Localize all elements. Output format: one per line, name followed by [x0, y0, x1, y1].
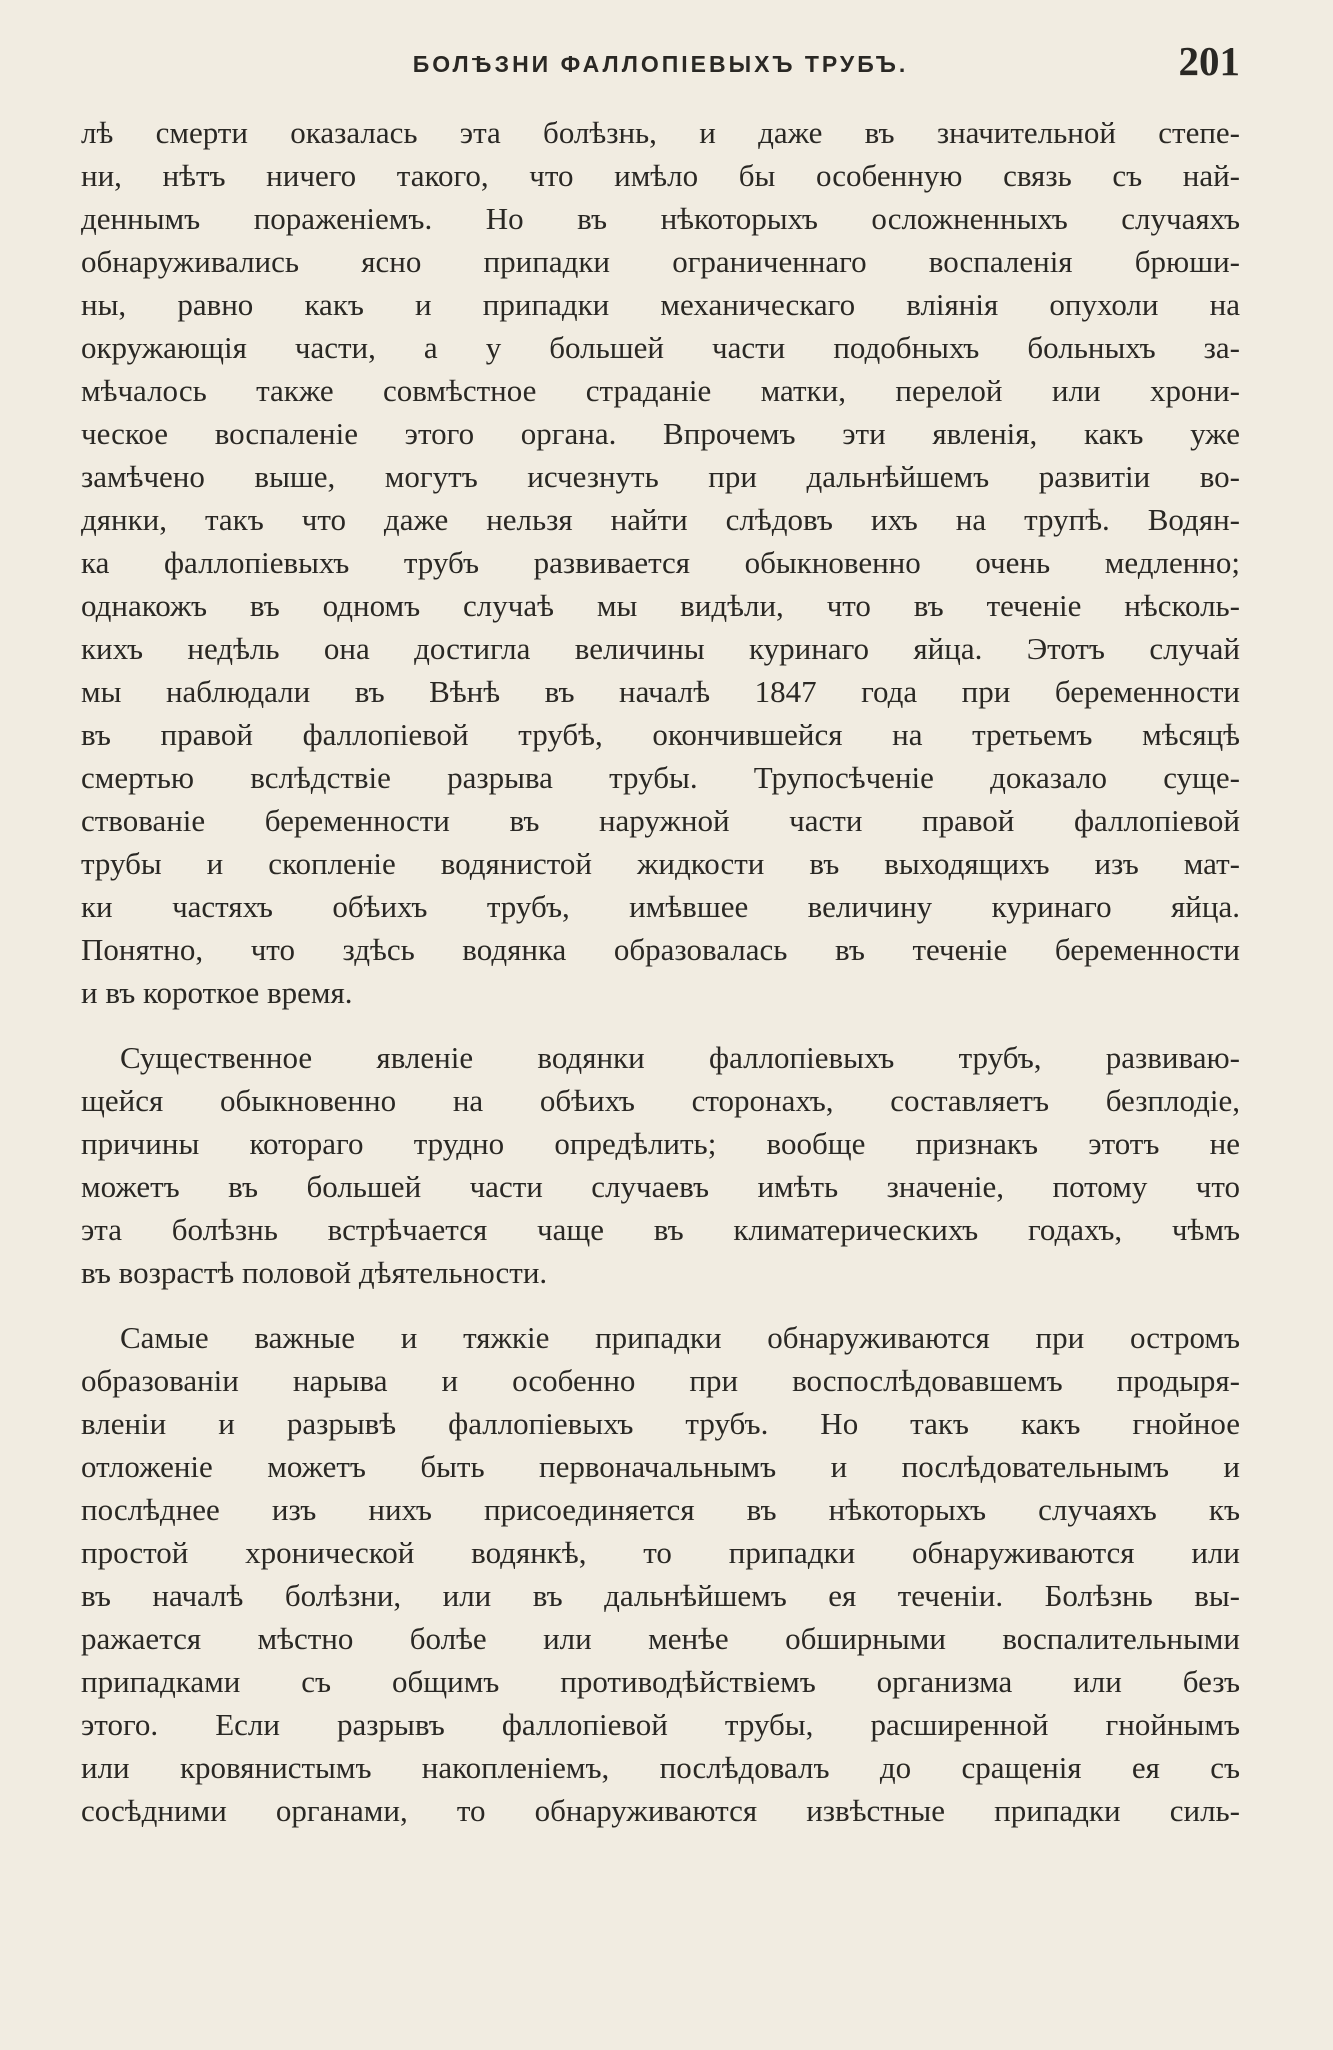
text-line: лѣ смерти оказалась эта болѣзнь, и даже въ значительной степе-	[81, 115, 1240, 150]
text-line: въ возрастѣ половой дѣятельности.	[81, 1255, 548, 1290]
text-line: щейся обыкновенно на обѣихъ сторонахъ, составляетъ безплодiе,	[81, 1083, 1240, 1118]
text-line: образованiи нарыва и особенно при воспослѣдовавшемъ продыря-	[81, 1363, 1240, 1398]
page-number: 201	[1178, 38, 1240, 84]
text-line: или кровянистымъ накопленiемъ, послѣдовалъ до сращенiя ея съ	[81, 1750, 1240, 1785]
text-line: однакожъ въ одномъ случаѣ мы видѣли, что въ теченiе нѣсколь-	[81, 588, 1240, 623]
text-line: дянки, такъ что даже нельзя найти слѣдовъ ихъ на трупѣ. Водян-	[81, 502, 1240, 537]
paragraph-gap	[81, 1294, 1240, 1316]
text-line: смертью вслѣдствiе разрыва трубы. Трупосѣченiе доказало суще-	[81, 760, 1240, 795]
text-line: эта болѣзнь встрѣчается чаще въ климатерическихъ годахъ, чѣмъ	[81, 1212, 1240, 1247]
paragraph-2	[81, 1036, 1240, 1294]
text-line: можетъ въ большей части случаевъ имѣть значенiе, потому что	[81, 1169, 1240, 1204]
text-line: окружающiя части, а у большей части подобныхъ больныхъ за-	[81, 330, 1240, 365]
page-header	[81, 37, 1240, 92]
text-line: ствованiе беременности въ наружной части правой фаллопiевой	[81, 803, 1240, 838]
text-line: ны, равно какъ и припадки механическаго влiянiя опухоли на	[81, 287, 1240, 322]
text-line: трубы и скопленiе водянистой жидкости въ выходящихъ изъ мат-	[81, 846, 1240, 881]
text-line: замѣчено выше, могутъ исчезнуть при дальнѣйшемъ развитiи во-	[81, 459, 1240, 494]
text-line: деннымъ пораженiемъ. Но въ нѣкоторыхъ осложненныхъ случаяхъ	[81, 201, 1240, 236]
text-line: ческое воспаленiе этого органа. Впрочемъ эти явленiя, какъ уже	[81, 416, 1240, 451]
paragraph-gap	[81, 1014, 1240, 1036]
text-line: кихъ недѣль она достигла величины куринаго яйца. Этотъ случай	[81, 631, 1240, 666]
text-line: обнаруживались ясно припадки ограниченнаго воспаленiя брюши-	[81, 244, 1240, 279]
text-line: ни, нѣтъ ничего такого, что имѣло бы особенную связь съ най-	[81, 158, 1240, 193]
text-line: отложенiе можетъ быть первоначальнымъ и послѣдовательнымъ и	[81, 1449, 1240, 1484]
text-line: ки частяхъ обѣихъ трубъ, имѣвшее величину куринаго яйца.	[81, 889, 1240, 924]
text-line: Существенное явленiе водянки фаллопiевыхъ трубъ, развиваю-	[120, 1040, 1240, 1075]
running-title: БОЛѢЗНИ ФАЛЛОПІЕВЫХЪ ТРУБЪ.	[412, 51, 909, 77]
body-text	[81, 111, 1240, 1832]
text-line: въ правой фаллопiевой трубѣ, окончившейся на третьемъ мѣсяцѣ	[81, 717, 1240, 752]
text-line: сосѣдними органами, то обнаруживаются извѣстные припадки силь-	[81, 1793, 1240, 1828]
text-line: и въ короткое время.	[81, 975, 353, 1010]
text-line: въ началѣ болѣзни, или въ дальнѣйшемъ ея теченiи. Болѣзнь вы-	[81, 1578, 1240, 1613]
text-line: послѣднее изъ нихъ присоединяется въ нѣкоторыхъ случаяхъ къ	[81, 1492, 1240, 1527]
text-line: мѣчалось также совмѣстное страданiе матки, перелой или хрони-	[81, 373, 1240, 408]
text-line: мы наблюдали въ Вѣнѣ въ началѣ 1847 года при беременности	[81, 674, 1240, 709]
text-line: ражается мѣстно болѣе или менѣе обширными воспалительными	[81, 1621, 1240, 1656]
paragraph-3	[81, 1316, 1240, 1832]
paragraph-1	[81, 111, 1240, 1014]
text-line: ка фаллопiевыхъ трубъ развивается обыкновенно очень медленно;	[81, 545, 1240, 580]
text-line: причины котораго трудно опредѣлить; вообще признакъ этотъ не	[81, 1126, 1240, 1161]
text-line: этого. Если разрывъ фаллопiевой трубы, расширенной гнойнымъ	[81, 1707, 1240, 1742]
text-line: Понятно, что здѣсь водянка образовалась въ теченiе беременности	[81, 932, 1240, 967]
text-line: простой хронической водянкѣ, то припадки обнаруживаются или	[81, 1535, 1240, 1570]
text-line: припадками съ общимъ противодѣйствiемъ организма или безъ	[81, 1664, 1240, 1699]
text-line: Самые важные и тяжкiе припадки обнаруживаются при остромъ	[120, 1320, 1240, 1355]
text-line: вленiи и разрывѣ фаллопiевыхъ трубъ. Но такъ какъ гнойное	[81, 1406, 1240, 1441]
